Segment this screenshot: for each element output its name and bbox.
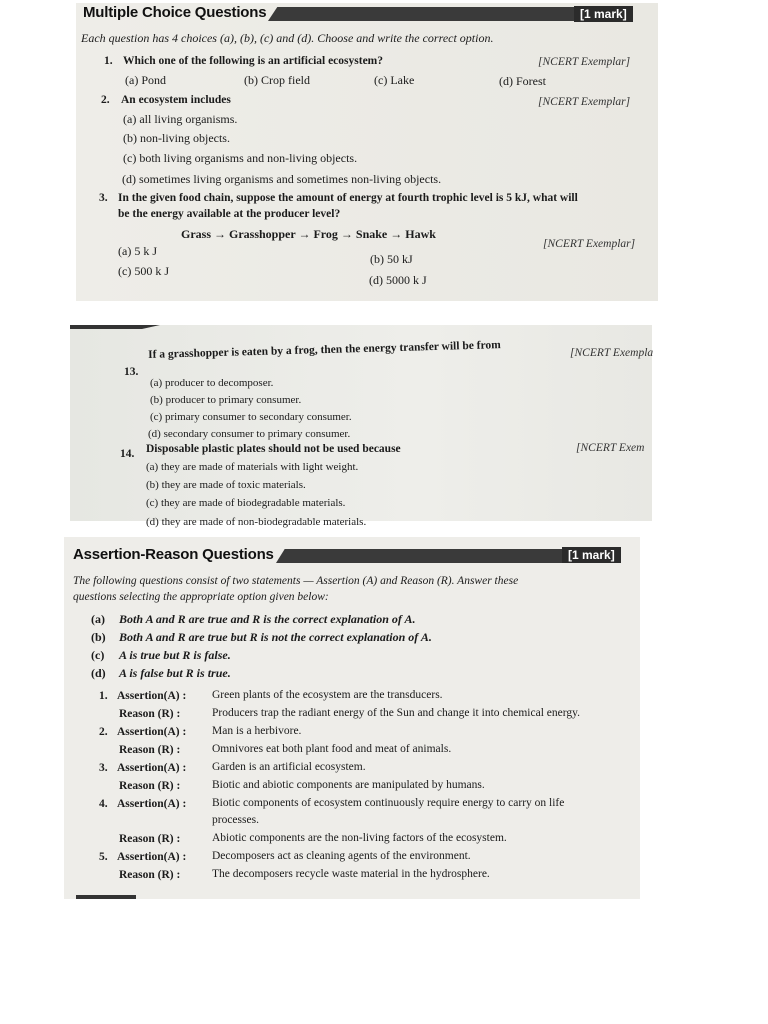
ar-item1-reason-label: Reason (R) :	[119, 708, 181, 720]
q2-source: [NCERT Exemplar]	[538, 96, 631, 108]
mcq-title: Multiple Choice Questions	[83, 4, 267, 21]
ar-item2-assertion-label: Assertion(A) :	[117, 726, 187, 738]
q1-option-b: (b) Crop field	[244, 73, 310, 87]
ar-item3-reason: Biotic and abiotic components are manipulated by humans.	[212, 779, 485, 791]
q2-option-a: (a) all living organisms.	[123, 112, 238, 126]
q14-option-a: (a) they are made of materials with light weight.	[146, 461, 359, 473]
ar-option-a-text: Both A and R are true and R is the correct explanation of A.	[119, 612, 416, 626]
q14-option-b: (b) they are made of toxic materials.	[146, 479, 306, 491]
q3-number: 3.	[99, 192, 108, 204]
ar-mark-badge: [1 mark]	[562, 547, 621, 563]
ar-instruction-line2: questions selecting the appropriate option given below:	[73, 591, 329, 603]
q13-number: 13.	[124, 366, 139, 378]
ar-option-b-key: (b)	[91, 630, 106, 644]
q13-source: [NCERT Exempla	[570, 347, 654, 359]
ar-item1-assertion: Green plants of the ecosystem are the transducers.	[212, 689, 443, 701]
ar-item2-number: 2.	[99, 726, 108, 738]
q13-option-b: (b) producer to primary consumer.	[150, 394, 302, 406]
q3-text-line1: In the given food chain, suppose the amount of energy at fourth trophic level is 5 kJ, what will	[118, 192, 578, 204]
ar-title-band	[276, 549, 566, 563]
q13-option-a: (a) producer to decomposer.	[150, 377, 274, 389]
q1-text: Which one of the following is an artificial ecosystem?	[123, 55, 384, 67]
q1-number: 1.	[104, 55, 113, 67]
q13-option-d: (d) secondary consumer to primary consumer.	[148, 428, 351, 440]
ar-item2-assertion: Man is a herbivore.	[212, 725, 302, 737]
ar-item4-assertion-label: Assertion(A) :	[117, 798, 187, 810]
q14-source: [NCERT Exem	[576, 442, 645, 454]
mcq-instruction: Each question has 4 choices (a), (b), (c) and (d). Choose and write the correct option.	[81, 31, 494, 45]
q2-number: 2.	[101, 94, 110, 106]
panel-bottom-mark	[76, 895, 136, 899]
ar-item5-assertion: Decomposers act as cleaning agents of the environment.	[212, 850, 471, 862]
ar-instruction-line1: The following questions consist of two statements — Assertion (A) and Reason (R). Answer these	[73, 575, 519, 587]
q3-option-d: (d) 5000 k J	[369, 273, 427, 287]
q14-number: 14.	[120, 448, 135, 460]
q13-option-c: (c) primary consumer to secondary consumer.	[150, 411, 352, 423]
ar-item4-number: 4.	[99, 798, 108, 810]
ar-item3-assertion-label: Assertion(A) :	[117, 762, 187, 774]
ar-option-d-text: A is false but R is true.	[119, 666, 231, 680]
q14-option-d: (d) they are made of non-biodegradable materials.	[146, 516, 367, 528]
ar-item5-assertion-label: Assertion(A) :	[117, 851, 187, 863]
q3-option-a: (a) 5 k J	[118, 244, 157, 258]
ar-item3-number: 3.	[99, 762, 108, 774]
ar-item4-assertion: Biotic components of ecosystem continuously require energy to carry on life	[212, 797, 565, 809]
q2-option-b: (b) non-living objects.	[123, 131, 230, 145]
q3-food-chain: Grass → Grasshopper → Frog → Snake → Hawk	[181, 227, 436, 241]
ar-item2-reason: Omnivores eat both plant food and meat of animals.	[212, 743, 452, 755]
q14-option-c: (c) they are made of biodegradable materials.	[146, 497, 346, 509]
q14-text: Disposable plastic plates should not be used because	[146, 443, 401, 455]
ar-option-c-text: A is true but R is false.	[119, 648, 231, 662]
ar-option-d-key: (d)	[91, 666, 106, 680]
ar-item3-reason-label: Reason (R) :	[119, 780, 181, 792]
mcq-panel	[76, 3, 658, 301]
mcq-mark-badge: [1 mark]	[574, 6, 633, 22]
ar-item5-reason: The decomposers recycle waste material in the hydrosphere.	[212, 868, 490, 880]
q3-option-b: (b) 50 kJ	[370, 252, 413, 266]
extra-questions-panel	[70, 325, 654, 528]
q3-source: [NCERT Exemplar]	[543, 238, 636, 250]
ar-item5-reason-label: Reason (R) :	[119, 869, 181, 881]
q13-text: If a grasshopper is eaten by a frog, then the energy transfer will be from	[148, 339, 501, 361]
ar-option-a-key: (a)	[91, 612, 105, 626]
ar-option-c-key: (c)	[91, 648, 105, 662]
panel-edge-mark	[70, 325, 160, 329]
ar-title: Assertion-Reason Questions	[73, 546, 274, 563]
q2-option-c: (c) both living organisms and non-living objects.	[123, 151, 358, 165]
q2-text: An ecosystem includes	[121, 94, 231, 106]
ar-item2-reason-label: Reason (R) :	[119, 744, 181, 756]
q3-option-c: (c) 500 k J	[118, 264, 169, 278]
mcq-title-band	[268, 7, 578, 21]
ar-item4-assertion-cont: processes.	[212, 814, 259, 826]
ar-item5-number: 5.	[99, 851, 108, 863]
ar-item1-reason: Producers trap the radiant energy of the Sun and change it into chemical energy.	[212, 707, 580, 719]
q2-option-d: (d) sometimes living organisms and sometimes non-living objects.	[122, 172, 442, 186]
q1-option-a: (a) Pond	[125, 73, 166, 87]
ar-item4-reason: Abiotic components are the non-living factors of the ecosystem.	[212, 832, 507, 844]
ar-item1-assertion-label: Assertion(A) :	[117, 690, 187, 702]
ar-item4-reason-label: Reason (R) :	[119, 833, 181, 845]
q1-option-d: (d) Forest	[499, 74, 546, 88]
ar-option-b-text: Both A and R are true but R is not the correct explanation of A.	[119, 630, 432, 644]
assertion-reason-panel	[64, 537, 640, 899]
ar-item1-number: 1.	[99, 690, 108, 702]
q1-source: [NCERT Exemplar]	[538, 56, 631, 68]
q3-text-line2: be the energy available at the producer level?	[118, 208, 341, 220]
q1-option-c: (c) Lake	[374, 73, 415, 87]
ar-item3-assertion: Garden is an artificial ecosystem.	[212, 761, 366, 773]
